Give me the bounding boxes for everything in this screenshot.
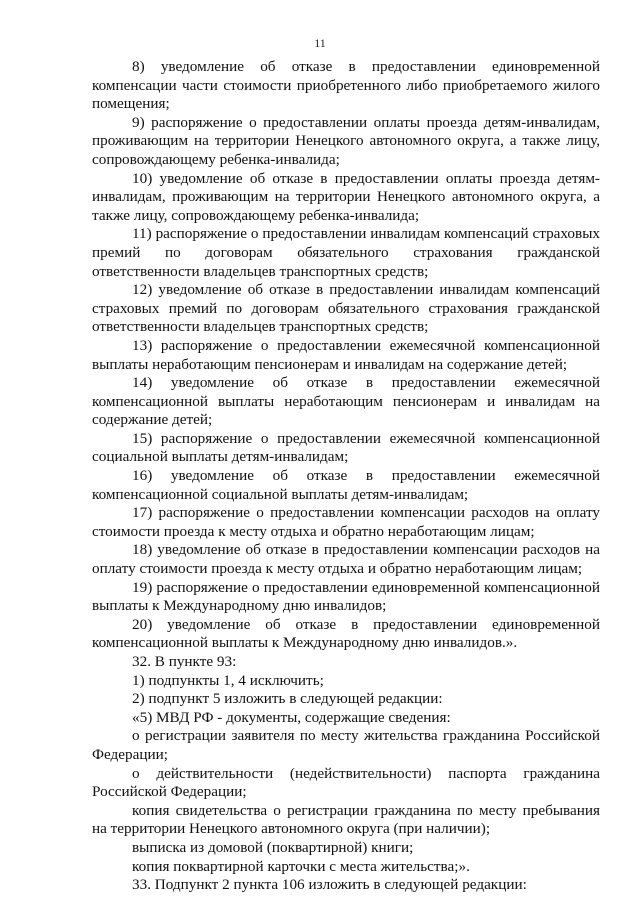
quoted-subitem-5: «5) МВД РФ - документы, содержащие сведения: [132,708,451,726]
paragraph-item-13: 13) распоряжение о предоставлении ежемесячной компенсационной выплаты неработающим пенсионерам и инвалидам на содержание детей; [92,336,600,373]
paragraph-item-16: 16) уведомление об отказе в предоставлении ежемесячной компенсационной социальной выплаты детям-инвалидам; [92,467,600,503]
paragraph-item-12: 12) уведомление об отказе в предоставлении инвалидам компенсаций страховых премий по договорам обязательного страхования гражданской ответственности владельцев транспортных средств; [92,281,600,336]
subitem-2: 2) подпункт 5 изложить в следующей редакции: [132,690,443,708]
paragraph-item-18: 18) уведомление об отказе в предоставлении компенсации расходов на оплату стоимости проезда к месту отдыха и обратно неработающим лицам; [92,541,600,578]
info-apartment-card: копия поквартирной карточки с места жительства;». [132,857,470,875]
info-registration: о регистрации заявителя по месту жительства гражданина Российской Федерации; [92,727,600,763]
paragraph-item-10: 10) уведомление об отказе в предоставлении оплаты проезда детям-инвалидам, проживающим на территории Ненецкого автономного округа, а также лицу, сопровождающему ребенка-инвалида; [92,169,600,224]
page-number: 11 [314,36,326,50]
section-33-heading: 33. Подпункт 2 пункта 106 изложить в следующей редакции: [132,876,527,894]
paragraph-item-15: 15) распоряжение о предоставлении ежемесячной компенсационной социальной выплаты детям-инвалидам; [92,429,600,466]
paragraph-item-8: 8) уведомление об отказе в предоставлении единовременной компенсации части стоимости приобретенного либо приобретаемого жилого помещения; [92,58,600,113]
subitem-1: 1) подпункты 1, 4 исключить; [132,671,324,689]
document-body [92,58,600,895]
paragraph-item-19: 19) распоряжение о предоставлении единовременной компенсационной выплаты к Международному дню инвалидов; [92,578,600,615]
paragraph-item-17: 17) распоряжение о предоставлении компенсации расходов на оплату стоимости проезда к месту отдыха и обратно неработающим лицам; [92,504,600,540]
paragraph-item-9: 9) распоряжение о предоставлении оплаты проезда детям-инвалидам, проживающим на территории Ненецкого автономного округа, а также лицу, сопровождающему ребенка-инвалида; [92,113,600,168]
paragraph-item-11: 11) распоряжение о предоставлении инвалидам компенсаций страховых премий по договорам обязательного страхования гражданской ответственности владельцев транспортных средств; [92,225,600,280]
paragraph-item-14: 14) уведомление об отказе в предоставлении ежемесячной компенсационной выплаты неработающим пенсионерам и инвалидам на содержание детей; [92,374,600,429]
paragraph-item-20: 20) уведомление об отказе в предоставлении единовременной компенсационной выплаты к Международному дню инвалидов.». [92,615,600,652]
section-32-heading: 32. В пункте 93: [132,653,237,670]
info-stay-certificate: копия свидетельства о регистрации гражданина по месту пребывания на территории Ненецкого автономного округа (при наличии); [92,801,600,838]
info-passport-validity: о действительности (недействительности) паспорта гражданина Российской Федерации; [92,764,600,801]
info-house-book-extract: выписка из домовой (поквартирной) книги; [132,838,414,856]
